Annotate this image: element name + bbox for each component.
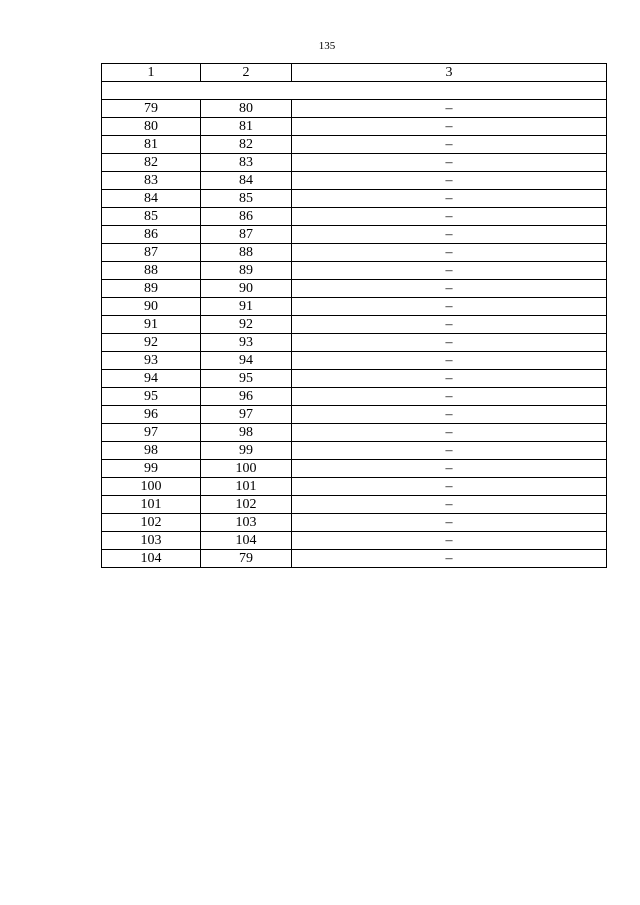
table-row [102,514,607,532]
table-cell-col-2: 85 [201,190,292,208]
table-row [102,406,607,424]
table-row [102,136,607,154]
table-row [102,316,607,334]
table-cell-col-2: 83 [201,154,292,172]
table-cell-col-2: 92 [201,316,292,334]
table-row [102,100,607,118]
table-cell-col-3: – [292,136,607,154]
table-cell-col-2: 80 [201,100,292,118]
table-cell-col-2: 102 [201,496,292,514]
table-cell-col-1: 104 [102,550,201,568]
table-row [102,280,607,298]
table-row [102,208,607,226]
table-header-row [102,64,607,82]
table-row [102,298,607,316]
table-cell-col-2: 93 [201,334,292,352]
table-row [102,424,607,442]
table-cell-col-3: – [292,334,607,352]
table-row [102,118,607,136]
table-cell-col-1: 87 [102,244,201,262]
table-cell-col-1: 79 [102,100,201,118]
table-row [102,154,607,172]
table-cell-col-2: 87 [201,226,292,244]
table-cell-col-2: 103 [201,514,292,532]
table-cell-col-2: 104 [201,532,292,550]
table-cell-col-1: 91 [102,316,201,334]
data-table [101,63,607,568]
table-cell-col-2: 82 [201,136,292,154]
table-cell-col-2: 96 [201,388,292,406]
table-cell-col-2: 97 [201,406,292,424]
table-cell-col-1: 84 [102,190,201,208]
table-cell-col-1: 80 [102,118,201,136]
table-cell-col-1: 100 [102,478,201,496]
table-cell-col-3: – [292,172,607,190]
table-cell-col-3: – [292,244,607,262]
table-cell-col-1: 102 [102,514,201,532]
table-cell-col-2: 88 [201,244,292,262]
table-cell-col-2: 81 [201,118,292,136]
table-spacer-row [102,82,607,100]
table-row [102,496,607,514]
table-cell-col-1: 92 [102,334,201,352]
table-cell-col-1: 81 [102,136,201,154]
table-cell-col-1: 89 [102,280,201,298]
table-row [102,352,607,370]
table-cell-col-1: 95 [102,388,201,406]
table-cell-col-2: 79 [201,550,292,568]
table-row [102,172,607,190]
table-cell-col-3: – [292,370,607,388]
table-cell-col-3: – [292,532,607,550]
table-cell-col-3: – [292,154,607,172]
table-cell-col-3: – [292,550,607,568]
table-cell-col-3: – [292,262,607,280]
table-cell-col-1: 98 [102,442,201,460]
table-row [102,388,607,406]
table-row [102,478,607,496]
table-cell-col-1: 103 [102,532,201,550]
table-cell-col-3: – [292,460,607,478]
spacer-cell [102,82,607,100]
table-row [102,334,607,352]
table-cell-col-3: – [292,514,607,532]
table-cell-col-3: – [292,388,607,406]
column-header-1: 1 [102,64,201,82]
page-number: 135 [318,40,336,52]
table-cell-col-1: 96 [102,406,201,424]
table-cell-col-3: – [292,496,607,514]
table-row [102,190,607,208]
table-cell-col-3: – [292,298,607,316]
column-header-3: 3 [292,64,607,82]
table-cell-col-2: 101 [201,478,292,496]
table-cell-col-3: – [292,406,607,424]
table-cell-col-2: 91 [201,298,292,316]
table-row [102,370,607,388]
table-cell-col-3: – [292,190,607,208]
table-cell-col-1: 82 [102,154,201,172]
table-row [102,442,607,460]
table-cell-col-1: 86 [102,226,201,244]
table-cell-col-2: 98 [201,424,292,442]
table-row [102,532,607,550]
table-cell-col-3: – [292,442,607,460]
table-cell-col-1: 88 [102,262,201,280]
table-row [102,550,607,568]
table-row [102,244,607,262]
table-cell-col-2: 84 [201,172,292,190]
table-cell-col-2: 94 [201,352,292,370]
table-cell-col-2: 90 [201,280,292,298]
table-cell-col-2: 95 [201,370,292,388]
table-cell-col-3: – [292,226,607,244]
table-cell-col-1: 83 [102,172,201,190]
table-cell-col-3: – [292,100,607,118]
table-cell-col-3: – [292,280,607,298]
table-cell-col-1: 85 [102,208,201,226]
table-cell-col-2: 86 [201,208,292,226]
table-cell-col-1: 94 [102,370,201,388]
table-cell-col-2: 89 [201,262,292,280]
table-cell-col-3: – [292,424,607,442]
table-cell-col-3: – [292,352,607,370]
table-cell-col-3: – [292,118,607,136]
table-body [102,82,607,568]
table-cell-col-2: 100 [201,460,292,478]
table-cell-col-2: 99 [201,442,292,460]
table-cell-col-1: 90 [102,298,201,316]
column-header-2: 2 [201,64,292,82]
table-cell-col-3: – [292,316,607,334]
table-row [102,226,607,244]
table-row [102,460,607,478]
table-cell-col-1: 101 [102,496,201,514]
table-cell-col-1: 99 [102,460,201,478]
table-cell-col-3: – [292,208,607,226]
table-cell-col-1: 97 [102,424,201,442]
table-cell-col-3: – [292,478,607,496]
table-row [102,262,607,280]
table-cell-col-1: 93 [102,352,201,370]
